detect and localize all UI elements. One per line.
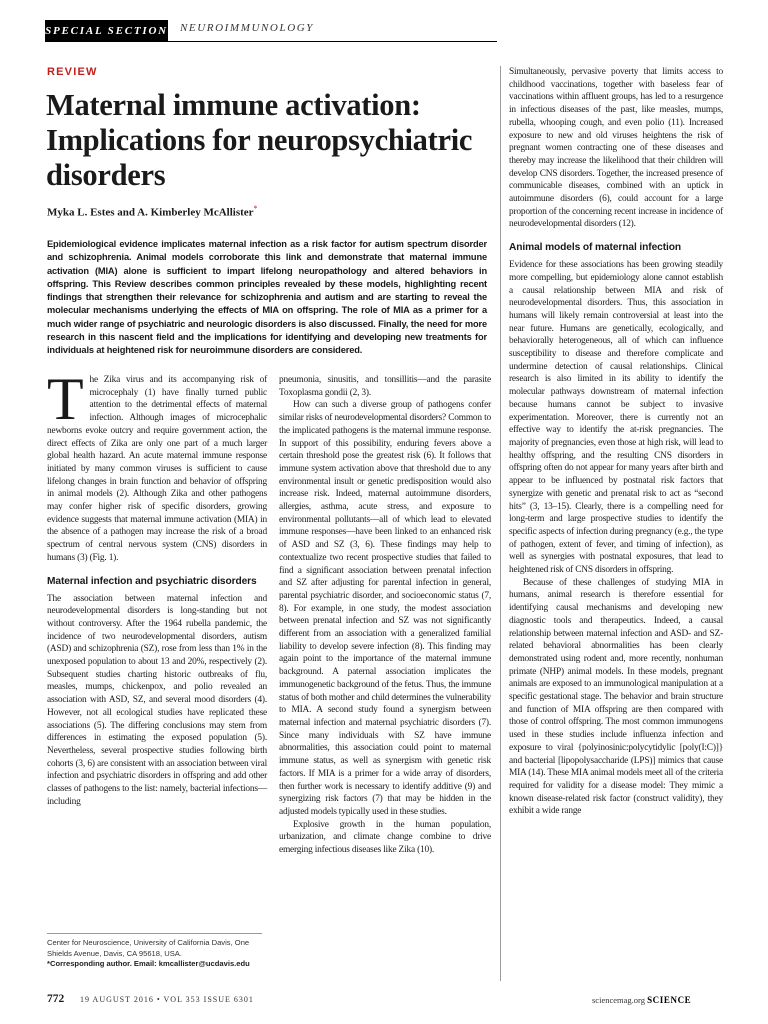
intro-paragraph: [47, 366, 267, 565]
author-affiliation: Center for Neuroscience, University of California Davis, One Shields Avenue, Davis, CA 95618, USA.: [47, 938, 250, 958]
drop-cap: T: [47, 366, 84, 432]
body-paragraph: The association between maternal infection and neurodevelopmental disorders is long-standing but not without controversy. After the 1964 rubella pandemic, the incidence of two neurodevelopmental disorders, autism (ASD) and schizophrenia (SZ), rose from less than 1% in the unexposed population to about 13 and 20%, respectively (2). Subsequent studies charting historic outbreaks of flu, measles, mumps, chickenpox, and polio revealed an association with ASD, SZ, and several mood disorders (4). However, not all ecological studies have replicated these associations (5). The differing conclusions may stem from differences in estimating the exposed population (5). Nevertheless, several prospective studies following birth cohorts (3, 6) are consistent with an association between viral infection and psychiatric disorders in offspring and add other classes of pathogens to the list: namely, bacterial infections—including: [47, 593, 267, 807]
article-abstract: Epidemiological evidence implicates maternal infection as a risk factor for autism spectrum disorder and schizophrenia. Animal models corroborate this link and demonstrate that maternal immune activation (MIA) alone is sufficient to impart lifelong neuropathology and altered behaviors in offspring. This Review describes common principles revealed by these models, highlighting recent findings that strengthen their relevance for schizophrenia and autism and are starting to reveal the molecular mechanisms underlying the effects of MIA on offspring. The role of MIA as a primer for a much wider range of psychiatric and neurologic disorders is also discussed. Finally, the need for more research in this nascent field and the implications for identifying and developing new treatments for individuals at heightened risk for neuroimmune disorders are considered.: [47, 239, 487, 356]
journal-name: SCIENCE: [647, 995, 692, 1005]
journal-site: sciencemag.org: [592, 995, 645, 1005]
author-names: Myka L. Estes and A. Kimberley McAllister: [47, 206, 254, 219]
page-number: 772: [47, 993, 65, 1005]
section-heading-infection: Maternal infection and psychiatric disorders: [47, 575, 257, 587]
corresponding-author: *Corresponding author. Email: kmcallister@ucdavis.edu: [47, 959, 250, 968]
author-mark: *: [253, 204, 258, 213]
body-column-2: [279, 374, 491, 857]
body-paragraph: Because of these challenges of studying MIA in humans, animal research is therefore essential for identifying causal mechanisms and developing new diagnostic tools and therapeutics. Indeed, a causal relationship between maternal infection and ASD- and SZ-related behavioral abnormalities has been clearly demonstrated using rodent and, more recently, nonhuman primate (NHP) animal models. In these models, pregnant animals are exposed to an immunological manipulation at a specific gestational stage. The behavior and brain structure and function of MIA offspring are then compared with those of control offspring. The most common immunogens used in these studies include influenza infection and exposure to viral {polyinosinic:polycytidylic [poly(I:C)]} and bacterial [lipopolysaccharide (LPS)] mimics that cause MIA (14). These MIA animal models meet all of the criteria required for validity for a disease model: They mimic a known disease-related risk factor (construct validity), they exhibit a wide range: [509, 577, 723, 817]
issue-info: 19 AUGUST 2016 • VOL 353 ISSUE 6301: [80, 995, 254, 1004]
body-paragraph: How can such a diverse group of pathogens confer similar risks of neurodevelopmental disorders? Common to the implicated pathogens is the maternal immune response. In support of this possibility, enduring fevers above a certain threshold pose the greatest risk (6). It follows that immune system activation above that threshold due to any environmental insult or genetic predisposition would also increase risk. Indeed, maternal autoimmune disorders, allergies, asthma, acute stress, and exposure to environmental pollutants—all of which lead to elevated immune responses—have been linked to an enhanced risk of ASD and SZ (3, 6). These findings may help to contextualize two recent prospective studies that failed to find a significant association between prenatal infection and SZ after adjusting for parental infection in general, parental psychiatric disorder, and socioeconomic status (7, 8). For example, in one study, the modest association between prenatal infection and SZ was not significantly different from an association with a generalized familial liability to develop severe infection (8). This finding may again point to the importance of the maternal immune background. A paternal association implicates the immunogenetic background of the fetus. Thus, the immune status of both mother and child determines the vulnerability to MIA. A second study found a synergism between maternal infection and maternal psychiatric disorders (7). Since many individuals with SZ have immune abnormalities, this association could point to maternal immune status, as well as synergism with genetic risk factors. If MIA is a primer for a wide array of disorders, then further work is necessary to identify additive (9) and synergizing risk factors (7) that may be hidden in the adjusted models typically used in these studies.: [279, 400, 491, 817]
article-title: Maternal immune activation: Implications for neuropsychiatric disorders: [46, 88, 473, 192]
body-paragraph: pneumonia, sinusitis, and tonsillitis—and the parasite Toxoplasma gondii (2, 3).: [279, 375, 491, 398]
header-rule: [45, 41, 497, 42]
footnote-rule: [47, 933, 262, 934]
section-heading-animal-models: Animal models of maternal infection: [509, 242, 681, 254]
article-kicker: REVIEW: [47, 66, 98, 78]
column-divider: [500, 66, 501, 981]
article-authors: [47, 204, 258, 219]
body-paragraph: Explosive growth in the human population, urbanization, and climate change combine to drive emerging infectious diseases like Zika (10).: [279, 819, 491, 856]
section-label: SPECIAL SECTION: [45, 20, 168, 41]
body-paragraph: Simultaneously, pervasive poverty that limits access to childhood vaccinations, together with baseless fear of vaccinations within affluent groups, has led to a resurgence in infectious diseases of the past, like measles, mumps, rubella, whooping cough, and even polio (11). Increased exposure to new and old viruses heightens the risk of pregnant women contracting one of these diseases and thereby may increase the likelihood that their children will develop CNS disorders. Together, the increased presence of communicable diseases, combined with an uptick in autoimmune disorders (6), could account for a large proportion of the concerning recent increase in incidence of neurodevelopmental disorders (12).: [509, 67, 723, 230]
body-column-3: [509, 66, 723, 818]
body-column-1: [47, 366, 267, 809]
section-name: NEUROIMMUNOLOGY: [180, 22, 314, 34]
body-paragraph: Evidence for these associations has been growing steadily more compelling, but epidemiology alone cannot establish a causal relationship between MIA and risk of neurodevelopmental disorders. Thus, this association in humans will likely remain controversial at least into the near future. Humans are genetically, ecologically, and behaviorally heterogeneous, all of which can influence susceptibility to disease and therefore complicate and undermine detection of causal relationships. Clinical research is also limited in its ability to identify the molecular pathways downstream of maternal infection because humans cannot be subject to invasive experimentation. Moreover, there is currently not an effective way to identify the at-risk pregnancies. The majority of pregnancies, even those at high risk, will lead to healthy offspring, and the resulting CNS disorders in offspring often do not appear for many years after birth and appear to be influenced by postnatal risk factors that synergize with genetic and prenatal risk to act as “second hits” (3, 13–15). Clearly, there is a compelling need for long-term and large prospective studies to identify the specific aspects of infection during pregnancy (e.g., the type of pathogen, extent of fever, and timing of infection), as well as synergies with postnatal exposures, that lead to heightened risk of CNS disorders in offspring.: [509, 260, 723, 576]
intro-text: he Zika virus and its accompanying risk of microcephaly (1) have finally turned public attention to the detrimental effects of maternal infection. Although images of microcephalic newborns evoke outcry and require government action, the direct effects of Zika are only one part of a much larger global health hazard. An acute maternal immune response initiated by many common viruses is sufficient to cause lifelong changes in brain function and behavior of offspring in animal models (2). Although Zika and other pathogens may confer higher risk of specific disorders, growing evidence suggests that maternal immune activation (MIA) in the absence of a pathogen may increase the risk of a broad spectrum of central nervous system (CNS) disorders in humans (3) (Fig. 1).: [47, 375, 267, 563]
journal-footer: [592, 995, 691, 1005]
